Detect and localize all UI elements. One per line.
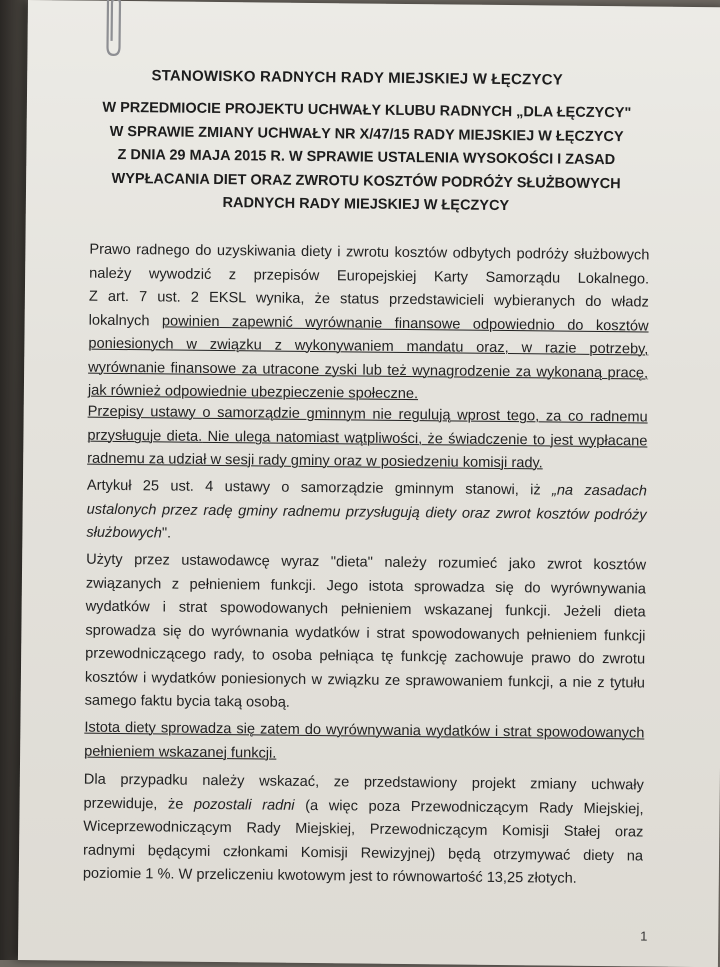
text-line: związanych z pełnieniem funkcji. Jego istota sprowadza się do wyrównywania: [85, 575, 646, 598]
italic-text: pozostali radni: [193, 796, 295, 814]
text-line: radnymi będącymi członkami Komisji Rewizyjnej) będą otrzymywać diety na: [83, 842, 644, 864]
document-page: [18, 0, 720, 967]
paperclip-icon: [99, 0, 126, 59]
page-number: 1: [640, 928, 648, 944]
underlined-line: radnemu za udział w sesji rady gminy oraz w posiedzeniu komisji rady.: [87, 450, 543, 472]
text-line: poziomie 1 %. W przeliczeniu kwotowym jest to równowartość 13,25 złotych.: [82, 865, 577, 887]
paragraph-2: [87, 401, 648, 477]
text-segment: przewiduje, że: [83, 795, 195, 813]
subtitle-line: Z DNIA 29 MAJA 2015 R. W SPRAWIE USTALENIA WYSOKOŚCI I ZASAD: [117, 146, 616, 169]
underlined-text: przysługuje dieta.: [87, 427, 203, 445]
quote-text: służbowych: [86, 524, 162, 542]
text-line: Użyty przez ustawodawcę wyraz "dieta" należy rozumieć jako zwrot kosztów: [86, 551, 647, 574]
paragraph-1: [88, 239, 650, 409]
subtitle-line: RADNYCH RADY MIEJSKIEJ W ŁĘCZYCY: [222, 195, 510, 215]
text-line: Z art. 7 ust. 2 EKSL wynika, że status przedstawicieli wybieranych do władz: [88, 288, 649, 311]
paragraph-3: [86, 475, 647, 551]
underlined-line: Przepisy ustawy o samorządzie gminnym nie regulują wprost tego, za co radnemu: [87, 403, 648, 426]
text-line: przewodniczącego rady, to osoba pełniąca tę funkcję zachowuje prawo do zwrotu: [85, 645, 646, 668]
underlined-line: poniesionych w związku z wykonywaniem mandatu oraz, w razie potrzeby,: [88, 335, 649, 358]
document-title: STANOWISKO RADNYCH RADY MIEJSKIEJ W ŁĘCZYCY: [151, 67, 563, 89]
subtitle-line: WYPŁACANIA DIET ORAZ ZWROTU KOSZTÓW PODRÓŻY SŁUŻBOWYCH: [111, 170, 621, 192]
text-segment: Artykuł 25 ust. 4 ustawy o samorządzie gminnym stanowi, iż: [86, 477, 553, 499]
text-line: Wiceprzewodniczącym Rady Miejskiej, Przewodniczącym Komisji Stałej oraz: [83, 818, 644, 841]
paragraph-5: [84, 717, 644, 770]
underlined-text: Nie ulega natomiast wątpliwości, że świadczenie to jest wypłacane: [202, 428, 648, 450]
underlined-line: jak również odpowiednie ubezpieczenie społeczne.: [87, 382, 419, 403]
text-line: należy wywodzić z przepisów Europejskiej Karty Samorządu Lokalnego.: [89, 265, 650, 288]
underlined-text: powinien zapewnić wyrównanie finansowe odpowiednio do kosztów: [161, 312, 649, 335]
text-line: wydatków i strat spowodowanych pełnieniem wskazanej funkcji. Jeżeli dieta: [85, 598, 646, 621]
text-segment: ".: [161, 525, 172, 542]
text-line: kosztów i wydatków poniesionych w związku ze sprawowaniem funkcji, a nie z tytułu: [84, 669, 645, 691]
text-line: sprowadza się do wyrównania wydatków i strat spowodowanych pełnieniem funkcji: [85, 622, 646, 644]
underlined-line: wyrównanie finansowe za utracone zyski lub też wynagrodzenie za wykonaną pracę,: [88, 359, 649, 382]
text-line: Dla przypadku należy wskazać, ze przedstawiony projekt zmiany uchwały: [83, 771, 644, 794]
underlined-line: Istota diety sprowadza się zatem do wyrównywania wydatków i strat spowodowanych: [84, 719, 645, 742]
document-subtitle: [66, 96, 667, 220]
paragraph-6: [83, 769, 644, 892]
text-segment: (a więc poza Przewodniczącym Rady Miejskiej,: [294, 797, 644, 817]
text-segment: lokalnych: [88, 312, 163, 329]
subtitle-line: W SPRAWIE ZMIANY UCHWAŁY NR X/47/15 RADY MIEJSKIEJ W ŁĘCZYCY: [109, 123, 624, 145]
underlined-line: pełnieniem wskazanej funkcji.: [84, 743, 277, 762]
text-line: Prawo radnego do uzyskiwania diety i zwrotu kosztów odbytych podróży służbowych: [89, 241, 650, 264]
text-line: samego faktu bycia taką osobą.: [84, 692, 290, 711]
quote-text: „na zasadach: [551, 482, 647, 500]
paragraph-4: [85, 549, 647, 719]
quote-text: ustalonych przez radę gminy radnemu przysługują diety oraz zwrot kosztów podróży: [86, 501, 647, 524]
subtitle-line: W PRZEDMIOCIE PROJEKTU UCHWAŁY KLUBU RADNYCH „DLA ŁĘCZYCY": [102, 99, 632, 122]
